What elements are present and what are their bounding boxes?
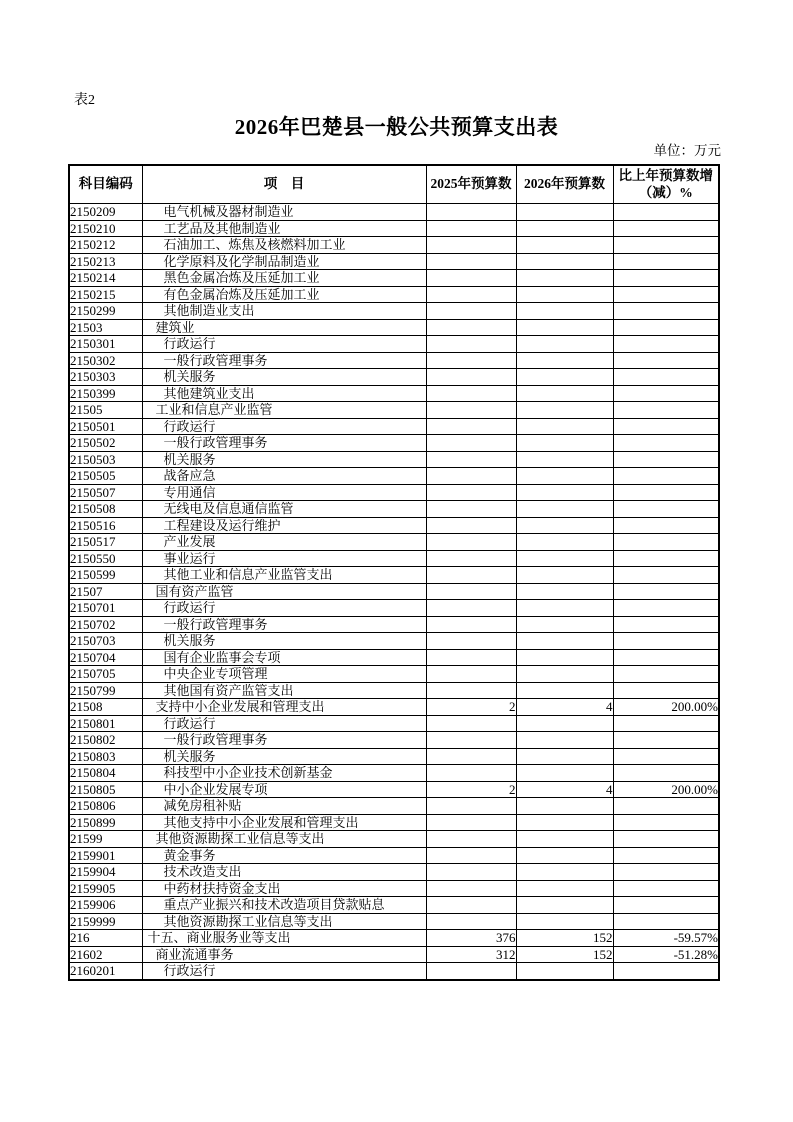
item-cell: 一般行政管理事务 [142, 352, 426, 369]
budget-2026-cell: 152 [516, 946, 613, 963]
item-cell: 减免房租补贴 [142, 798, 426, 815]
subject-code-cell: 2150212 [69, 237, 142, 254]
budget-2026-cell [516, 682, 613, 699]
budget-2025-cell [426, 765, 516, 782]
budget-2025-cell [426, 468, 516, 485]
item-cell: 行政运行 [142, 600, 426, 617]
budget-2025-cell [426, 220, 516, 237]
table-body [69, 204, 719, 980]
header-change-percent: 比上年预算数增（减）% [613, 165, 719, 204]
item-cell: 国有企业监事会专项 [142, 649, 426, 666]
table-number-label: 表2 [74, 93, 95, 108]
item-cell: 机关服务 [142, 451, 426, 468]
change-percent-cell [613, 385, 719, 402]
subject-code-cell: 2150303 [69, 369, 142, 386]
subject-code-cell: 2150501 [69, 418, 142, 435]
subject-code-cell: 2150806 [69, 798, 142, 815]
budget-2026-cell [516, 798, 613, 815]
subject-code-cell: 21602 [69, 946, 142, 963]
subject-code-cell: 2150210 [69, 220, 142, 237]
table-row [69, 319, 719, 336]
subject-code-cell: 2150299 [69, 303, 142, 320]
budget-2025-cell [426, 600, 516, 617]
budget-2025-cell [426, 435, 516, 452]
table-row [69, 748, 719, 765]
budget-2025-cell [426, 204, 516, 221]
change-percent-cell [613, 517, 719, 534]
budget-2026-cell [516, 831, 613, 848]
subject-code-cell: 2150302 [69, 352, 142, 369]
change-percent-cell [613, 303, 719, 320]
page-title: 2026年巴楚县一般公共预算支出表 [234, 115, 559, 139]
item-cell: 其他资源勘探工业信息等支出 [142, 831, 426, 848]
budget-2026-cell [516, 649, 613, 666]
budget-2026-cell [516, 913, 613, 930]
budget-2026-cell [516, 600, 613, 617]
item-cell: 重点产业振兴和技术改造项目贷款贴息 [142, 897, 426, 914]
subject-code-cell: 21507 [69, 583, 142, 600]
subject-code-cell: 2150804 [69, 765, 142, 782]
subject-code-cell: 2150802 [69, 732, 142, 749]
item-cell: 商业流通事务 [142, 946, 426, 963]
budget-2025-cell [426, 534, 516, 551]
budget-2025-cell [426, 831, 516, 848]
subject-code-cell: 2150215 [69, 286, 142, 303]
budget-2025-cell [426, 319, 516, 336]
item-cell: 十五、商业服务业等支出 [142, 930, 426, 947]
table-row [69, 930, 719, 947]
item-cell: 支持中小企业发展和管理支出 [142, 699, 426, 716]
budget-2026-cell [516, 897, 613, 914]
item-cell: 黄金事务 [142, 847, 426, 864]
table-row [69, 517, 719, 534]
change-percent-cell [613, 220, 719, 237]
change-percent-cell [613, 204, 719, 221]
table-row [69, 583, 719, 600]
table-row [69, 699, 719, 716]
budget-2026-cell [516, 204, 613, 221]
table-row [69, 963, 719, 980]
change-percent-cell [613, 567, 719, 584]
budget-2026-cell [516, 303, 613, 320]
item-cell: 一般行政管理事务 [142, 616, 426, 633]
change-percent-cell [613, 352, 719, 369]
budget-2025-cell [426, 913, 516, 930]
budget-2026-cell [516, 567, 613, 584]
subject-code-cell: 2159999 [69, 913, 142, 930]
subject-code-cell: 2150705 [69, 666, 142, 683]
budget-2026-cell [516, 633, 613, 650]
item-cell: 机关服务 [142, 633, 426, 650]
budget-2025-cell [426, 880, 516, 897]
change-percent-cell [613, 666, 719, 683]
budget-2026-cell [516, 369, 613, 386]
subject-code-cell: 2150517 [69, 534, 142, 551]
budget-2025-cell [426, 732, 516, 749]
budget-2025-cell [426, 385, 516, 402]
table-row [69, 567, 719, 584]
table-row [69, 814, 719, 831]
budget-2025-cell [426, 451, 516, 468]
table-row [69, 798, 719, 815]
table-row [69, 402, 719, 419]
item-cell: 行政运行 [142, 715, 426, 732]
change-percent-cell [613, 897, 719, 914]
budget-2025-cell: 2 [426, 781, 516, 798]
change-percent-cell [613, 369, 719, 386]
change-percent-cell [613, 616, 719, 633]
table-row [69, 237, 719, 254]
subject-code-cell: 2150550 [69, 550, 142, 567]
budget-2025-cell [426, 253, 516, 270]
change-percent-cell [613, 682, 719, 699]
budget-2025-cell [426, 336, 516, 353]
header-2025-budget: 2025年预算数 [426, 165, 516, 204]
item-cell: 有色金属冶炼及压延加工业 [142, 286, 426, 303]
item-cell: 机关服务 [142, 748, 426, 765]
table-row [69, 550, 719, 567]
table-row [69, 484, 719, 501]
budget-2025-cell [426, 649, 516, 666]
budget-2026-cell: 152 [516, 930, 613, 947]
budget-2026-cell [516, 517, 613, 534]
table-row [69, 336, 719, 353]
subject-code-cell: 2150702 [69, 616, 142, 633]
item-cell: 化学原料及化学制品制造业 [142, 253, 426, 270]
item-cell: 中央企业专项管理 [142, 666, 426, 683]
budget-2025-cell [426, 352, 516, 369]
change-percent-cell [613, 880, 719, 897]
subject-code-cell: 2160201 [69, 963, 142, 980]
table-row [69, 913, 719, 930]
budget-2026-cell [516, 402, 613, 419]
budget-2026-cell [516, 534, 613, 551]
item-cell: 行政运行 [142, 418, 426, 435]
budget-2025-cell: 2 [426, 699, 516, 716]
budget-2026-cell [516, 484, 613, 501]
subject-code-cell: 2150803 [69, 748, 142, 765]
budget-2025-cell [426, 270, 516, 287]
subject-code-cell: 2150701 [69, 600, 142, 617]
table-row [69, 418, 719, 435]
change-percent-cell [613, 748, 719, 765]
item-cell: 科技型中小企业技术创新基金 [142, 765, 426, 782]
subject-code-cell: 216 [69, 930, 142, 947]
item-cell: 技术改造支出 [142, 864, 426, 881]
header-subject-code: 科目编码 [69, 165, 142, 204]
budget-2025-cell: 312 [426, 946, 516, 963]
subject-code-cell: 2150301 [69, 336, 142, 353]
change-percent-cell [613, 319, 719, 336]
budget-2025-cell [426, 616, 516, 633]
change-percent-cell [613, 534, 719, 551]
budget-2026-cell [516, 319, 613, 336]
change-percent-cell [613, 600, 719, 617]
table-row [69, 220, 719, 237]
change-percent-cell: -59.57% [613, 930, 719, 947]
budget-2025-cell [426, 682, 516, 699]
budget-2026-cell: 4 [516, 699, 613, 716]
subject-code-cell: 2150799 [69, 682, 142, 699]
budget-2026-cell [516, 237, 613, 254]
item-cell: 其他建筑业支出 [142, 385, 426, 402]
change-percent-cell [613, 402, 719, 419]
table-row [69, 204, 719, 221]
budget-2026-cell [516, 963, 613, 980]
change-percent-cell [613, 715, 719, 732]
budget-2026-cell [516, 385, 613, 402]
budget-2026-cell [516, 732, 613, 749]
budget-2025-cell [426, 567, 516, 584]
item-cell: 机关服务 [142, 369, 426, 386]
budget-2026-cell [516, 748, 613, 765]
table-row [69, 352, 719, 369]
change-percent-cell [613, 583, 719, 600]
change-percent-cell: 200.00% [613, 699, 719, 716]
table-row [69, 385, 719, 402]
subject-code-cell: 2150503 [69, 451, 142, 468]
item-cell: 战备应急 [142, 468, 426, 485]
budget-2025-cell [426, 418, 516, 435]
subject-code-cell: 2150801 [69, 715, 142, 732]
change-percent-cell [613, 765, 719, 782]
budget-2025-cell [426, 963, 516, 980]
budget-2025-cell: 376 [426, 930, 516, 947]
subject-code-cell: 2159901 [69, 847, 142, 864]
item-cell: 其他工业和信息产业监管支出 [142, 567, 426, 584]
table-row [69, 666, 719, 683]
change-percent-cell [613, 913, 719, 930]
item-cell: 石油加工、炼焦及核燃料加工业 [142, 237, 426, 254]
header-2026-budget: 2026年预算数 [516, 165, 613, 204]
budget-2026-cell [516, 501, 613, 518]
item-cell: 黑色金属冶炼及压延加工业 [142, 270, 426, 287]
change-percent-cell [613, 435, 719, 452]
budget-2026-cell [516, 765, 613, 782]
budget-2025-cell [426, 402, 516, 419]
change-percent-cell [613, 451, 719, 468]
change-percent-cell [613, 814, 719, 831]
budget-2026-cell [516, 451, 613, 468]
budget-2026-cell [516, 666, 613, 683]
subject-code-cell: 2159904 [69, 864, 142, 881]
item-cell: 行政运行 [142, 963, 426, 980]
budget-2025-cell [426, 501, 516, 518]
budget-2026-cell [516, 880, 613, 897]
budget-table [68, 164, 720, 981]
item-cell: 其他制造业支出 [142, 303, 426, 320]
change-percent-cell [613, 732, 719, 749]
budget-2026-cell [516, 847, 613, 864]
budget-2026-cell [516, 864, 613, 881]
budget-2025-cell [426, 897, 516, 914]
budget-2026-cell [516, 468, 613, 485]
budget-2025-cell [426, 847, 516, 864]
item-cell: 工业和信息产业监管 [142, 402, 426, 419]
table-row [69, 732, 719, 749]
table-header [69, 165, 719, 204]
header-row [69, 165, 719, 204]
item-cell: 一般行政管理事务 [142, 435, 426, 452]
table-row [69, 715, 719, 732]
change-percent-cell [613, 963, 719, 980]
table-row [69, 649, 719, 666]
subject-code-cell: 2150213 [69, 253, 142, 270]
item-cell: 电气机械及器材制造业 [142, 204, 426, 221]
table-row [69, 847, 719, 864]
subject-code-cell: 21503 [69, 319, 142, 336]
item-cell: 建筑业 [142, 319, 426, 336]
budget-2025-cell [426, 583, 516, 600]
table-row [69, 946, 719, 963]
subject-code-cell: 2150209 [69, 204, 142, 221]
table-row [69, 682, 719, 699]
item-cell: 专用通信 [142, 484, 426, 501]
budget-2025-cell [426, 237, 516, 254]
unit-note: 单位：万元 [653, 143, 721, 158]
subject-code-cell: 2150214 [69, 270, 142, 287]
item-cell: 中药材扶持资金支出 [142, 880, 426, 897]
header-item: 项 目 [142, 165, 426, 204]
change-percent-cell [613, 649, 719, 666]
change-percent-cell [613, 253, 719, 270]
budget-2025-cell [426, 286, 516, 303]
budget-2026-cell: 4 [516, 781, 613, 798]
item-cell: 其他资源勘探工业信息等支出 [142, 913, 426, 930]
budget-2025-cell [426, 748, 516, 765]
table-row [69, 468, 719, 485]
item-cell: 事业运行 [142, 550, 426, 567]
budget-2026-cell [516, 616, 613, 633]
table-row [69, 781, 719, 798]
table-row [69, 600, 719, 617]
item-cell: 一般行政管理事务 [142, 732, 426, 749]
subject-code-cell: 2159905 [69, 880, 142, 897]
budget-2025-cell [426, 517, 516, 534]
change-percent-cell [613, 847, 719, 864]
change-percent-cell [613, 468, 719, 485]
subject-code-cell: 2150805 [69, 781, 142, 798]
budget-2026-cell [516, 583, 613, 600]
table-row [69, 501, 719, 518]
budget-2026-cell [516, 550, 613, 567]
budget-2025-cell [426, 303, 516, 320]
item-cell: 无线电及信息通信监管 [142, 501, 426, 518]
table-row [69, 286, 719, 303]
table-row [69, 369, 719, 386]
subject-code-cell: 2150899 [69, 814, 142, 831]
table-row [69, 303, 719, 320]
item-cell: 国有资产监管 [142, 583, 426, 600]
budget-2026-cell [516, 336, 613, 353]
budget-2026-cell [516, 435, 613, 452]
subject-code-cell: 2159906 [69, 897, 142, 914]
change-percent-cell [613, 237, 719, 254]
table-row [69, 451, 719, 468]
subject-code-cell: 21599 [69, 831, 142, 848]
item-cell: 其他支持中小企业发展和管理支出 [142, 814, 426, 831]
item-cell: 产业发展 [142, 534, 426, 551]
budget-2026-cell [516, 253, 613, 270]
table-row [69, 534, 719, 551]
change-percent-cell [613, 286, 719, 303]
change-percent-cell [613, 484, 719, 501]
change-percent-cell [613, 270, 719, 287]
budget-2026-cell [516, 418, 613, 435]
budget-2025-cell [426, 864, 516, 881]
change-percent-cell [613, 336, 719, 353]
table-row [69, 765, 719, 782]
subject-code-cell: 2150507 [69, 484, 142, 501]
budget-2026-cell [516, 220, 613, 237]
table-row [69, 435, 719, 452]
subject-code-cell: 2150508 [69, 501, 142, 518]
budget-2026-cell [516, 270, 613, 287]
subject-code-cell: 21508 [69, 699, 142, 716]
budget-2025-cell [426, 550, 516, 567]
change-percent-cell [613, 501, 719, 518]
budget-2026-cell [516, 286, 613, 303]
subject-code-cell: 21505 [69, 402, 142, 419]
table-row [69, 864, 719, 881]
change-percent-cell [613, 831, 719, 848]
subject-code-cell: 2150502 [69, 435, 142, 452]
budget-2025-cell [426, 666, 516, 683]
change-percent-cell [613, 550, 719, 567]
table-row [69, 831, 719, 848]
change-percent-cell: -51.28% [613, 946, 719, 963]
table-row [69, 616, 719, 633]
table-row [69, 897, 719, 914]
item-cell: 中小企业发展专项 [142, 781, 426, 798]
subject-code-cell: 2150599 [69, 567, 142, 584]
change-percent-cell [613, 418, 719, 435]
budget-2026-cell [516, 715, 613, 732]
change-percent-cell [613, 633, 719, 650]
subject-code-cell: 2150516 [69, 517, 142, 534]
subject-code-cell: 2150703 [69, 633, 142, 650]
item-cell: 工程建设及运行维护 [142, 517, 426, 534]
subject-code-cell: 2150505 [69, 468, 142, 485]
budget-2025-cell [426, 814, 516, 831]
item-cell: 行政运行 [142, 336, 426, 353]
change-percent-cell [613, 798, 719, 815]
budget-2026-cell [516, 814, 613, 831]
item-cell: 工艺品及其他制造业 [142, 220, 426, 237]
table-row [69, 880, 719, 897]
table-row [69, 633, 719, 650]
subject-code-cell: 2150704 [69, 649, 142, 666]
budget-2025-cell [426, 798, 516, 815]
table-row [69, 253, 719, 270]
budget-2026-cell [516, 352, 613, 369]
subject-code-cell: 2150399 [69, 385, 142, 402]
change-percent-cell: 200.00% [613, 781, 719, 798]
budget-2025-cell [426, 633, 516, 650]
budget-2025-cell [426, 369, 516, 386]
table-row [69, 270, 719, 287]
item-cell: 其他国有资产监管支出 [142, 682, 426, 699]
change-percent-cell [613, 864, 719, 881]
budget-2025-cell [426, 715, 516, 732]
budget-2025-cell [426, 484, 516, 501]
